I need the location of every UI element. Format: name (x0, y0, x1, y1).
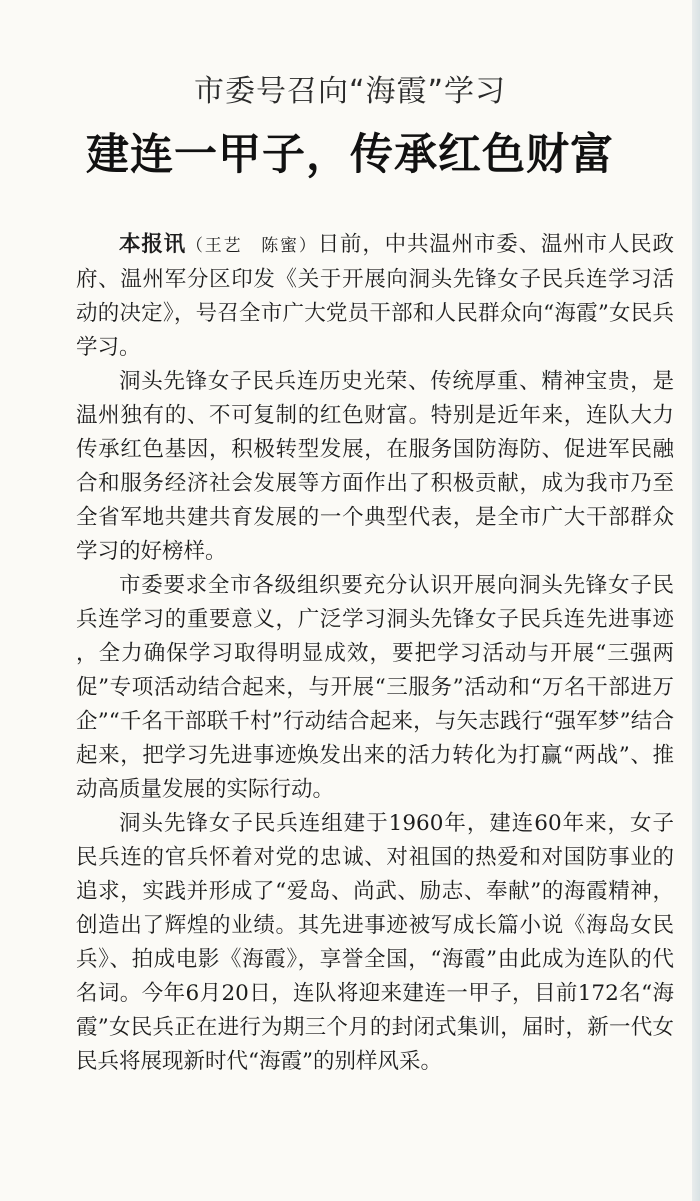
byline-authors: （王艺 陈蜜） (185, 236, 318, 256)
article-paragraph-2: 洞头先锋女子民兵连历史光荣、传统厚重、精神宝贵，是温州独有的、不可复制的红色财富。特别是近年来，连队大力传承红色基因，积极转型发展，在服务国防海防、促进军民融合和服务经济社会发展等方面作出了积极贡献，成为我市乃至全省军地共建共育发展的一个典型代表，是全市广大干部群众学习的好榜样。 (76, 369, 674, 564)
article-body (76, 228, 674, 1079)
article-paragraph-4: 洞头先锋女子民兵连组建于1960年，建连60年来，女子民兵连的官兵怀着对党的忠诚、对祖国的热爱和对国防事业的追求，实践并形成了“爱岛、尚武、励志、奉献”的海霞精神，创造出了辉煌的业绩。其先进事迹被写成长篇小说《海岛女民兵》、拍成电影《海霞》，享誉全国，“海霞”由此成为连队的代名词。今年6月20日，连队将迎来建连一甲子，目前172名“海霞”女民兵正在进行为期三个月的封闭式集训，届时，新一代女民兵将展现新时代“海霞”的别样风采。 (76, 811, 674, 1074)
article-subtitle: 市委号召向“海霞”学习 (193, 74, 507, 109)
article-headline: 建连一甲子，传承红色财富 (86, 130, 614, 180)
article-paragraph-1 (76, 228, 674, 365)
byline-lead: 本报讯 (119, 232, 186, 257)
paragraph-1-text: 日前，中共温州市委、温州市人民政府、温州军分区印发《关于开展向洞头先锋女子民兵连学习活动的决定》，号召全市广大党员干部和人民群众向“海霞”女民兵学习。 (76, 232, 674, 360)
article-paragraph-3: 市委要求全市各级组织要充分认识开展向洞头先锋女子民兵连学习的重要意义，广泛学习洞头先锋女子民兵连先进事迹 ，全力确保学习取得明显成效，要把学习活动与开展“三强两促”专项活动结合起来，与开展“三服务”活动和“万名干部进万企”“千名干部联千村”行动结合起来，与矢志践行“强军梦”结合起来，把学习先进事迹焕发出来的活力转化为打赢“两战”、推动高质量发展的实际行动。 (76, 573, 674, 802)
